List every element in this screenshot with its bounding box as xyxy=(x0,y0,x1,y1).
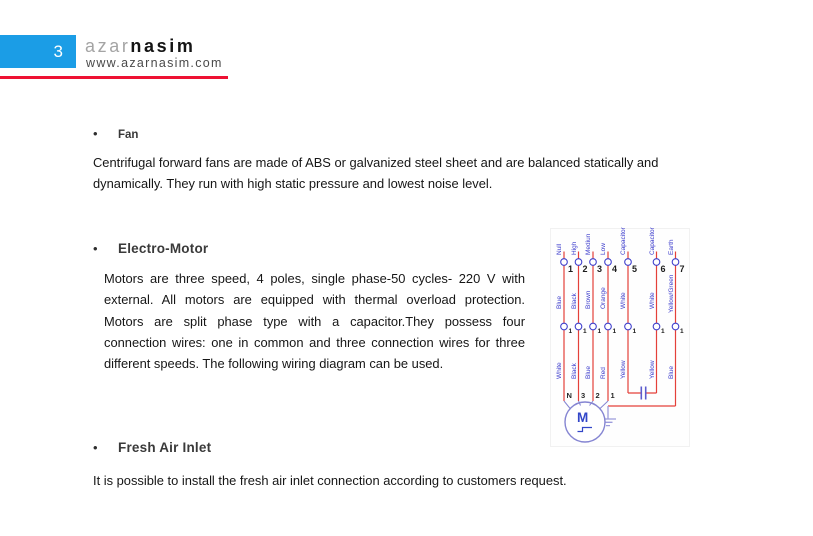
bullet-icon: • xyxy=(93,126,98,141)
motor-terminal-label: 2 xyxy=(595,391,600,400)
logo-text-bold: nasim xyxy=(130,36,196,56)
terminal-top-label: Capacitor xyxy=(648,227,656,255)
paragraph-fan: Centrifugal forward fans are made of ABS or galvanized steel sheet and are balanced statically and dynamically. They run with high static pressure and lowest noise level. xyxy=(93,155,659,191)
page-number-box xyxy=(0,35,76,68)
wire-color-label: Blue xyxy=(667,365,675,379)
wire-color-label: Black xyxy=(570,363,578,379)
connector-pin-label: 1 xyxy=(612,328,617,335)
terminal-top-label: Null xyxy=(556,243,563,255)
section-heading-fan xyxy=(93,126,138,141)
connector-pin-label: 1 xyxy=(661,328,665,335)
website-url: www.azarnasim.com xyxy=(86,56,223,70)
terminal-top-label: Capacitor xyxy=(620,227,627,255)
wire-color-label: Yellow/Green xyxy=(667,274,675,313)
section-heading-fresh-air xyxy=(93,440,211,455)
motor-label: M xyxy=(577,410,589,425)
header-divider xyxy=(0,76,228,79)
wire-color-label: Yellow xyxy=(620,360,627,379)
heading-electro-motor-label: Electro-Motor xyxy=(118,241,209,256)
wire-color-label: Orange xyxy=(600,287,607,309)
bullet-icon: • xyxy=(93,241,98,256)
terminal-top-label: High xyxy=(570,241,578,255)
company-logo xyxy=(85,36,195,57)
connector-pin-label: 1 xyxy=(597,328,602,335)
terminal-top-label: Mediun xyxy=(585,233,592,255)
section-heading-electro-motor xyxy=(93,241,208,256)
wire-color-label: Blue xyxy=(556,295,563,309)
terminal-number: 5 xyxy=(632,264,638,274)
terminal-number: 1 xyxy=(568,264,574,274)
terminal-top-label: Low xyxy=(600,243,607,255)
connector-pin-label: 1 xyxy=(632,328,637,335)
logo-text-gray: azar xyxy=(85,36,131,56)
bullet-icon: • xyxy=(93,440,98,455)
connector-pin-label: 1 xyxy=(680,328,684,335)
heading-fan-label: Fan xyxy=(118,129,139,141)
paragraph-fresh-air: It is possible to install the fresh air inlet connection according to customers request. xyxy=(93,473,567,488)
wire-color-label: Black xyxy=(570,293,578,309)
wiring-diagram xyxy=(550,228,690,447)
terminal-number: 7 xyxy=(679,264,685,274)
terminal-top-label: Earth xyxy=(667,239,675,255)
wire-color-label: Yellow xyxy=(648,360,656,379)
heading-fresh-air-label: Fresh Air Inlet xyxy=(118,440,212,455)
wire-color-label: White xyxy=(620,292,627,309)
connector-pin-label: 1 xyxy=(568,328,573,335)
wire-color-label: Red xyxy=(600,367,607,379)
wire-color-label: Blue xyxy=(585,365,592,379)
page-number: 3 xyxy=(53,41,63,61)
motor-terminal-label: N xyxy=(566,391,572,400)
terminal-number: 4 xyxy=(612,264,618,274)
paragraph-electro-motor: Motors are three speed, 4 poles, single phase-50 cycles- 220 V with external. All motors are equipped with thermal overload protection. Motors are split phase type with a capacitor.They possess four connection wires: one in common and three connection wires for three different speeds. The following wiring diagram can be used. xyxy=(104,271,525,372)
connector-pin-label: 1 xyxy=(583,328,587,335)
terminal-number: 6 xyxy=(660,264,666,274)
wire-color-label: White xyxy=(648,292,656,309)
motor-terminal-label: 3 xyxy=(581,391,586,400)
wire-color-label: White xyxy=(556,362,563,379)
motor-terminal-label: 1 xyxy=(610,391,615,400)
wire-color-label: Brown xyxy=(585,290,592,309)
terminal-number: 3 xyxy=(597,264,603,274)
terminal-number: 2 xyxy=(582,264,588,274)
capacitor-symbol xyxy=(641,387,645,400)
